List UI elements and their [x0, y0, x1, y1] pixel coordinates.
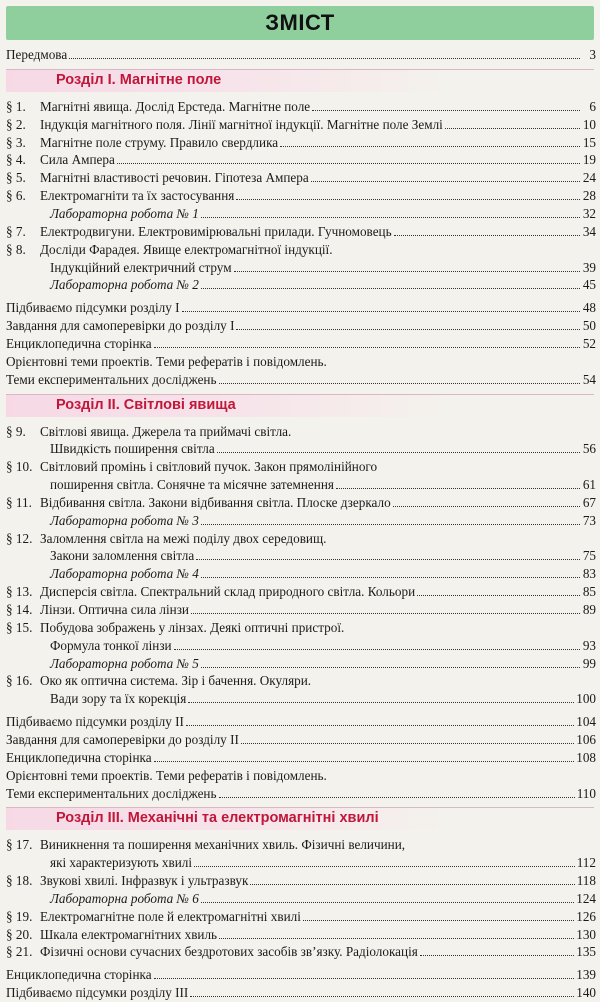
toc-entry[interactable]: [6, 619, 596, 637]
entry-title: Лабораторна робота № 3: [50, 512, 199, 528]
toc-entry-continuation[interactable]: [6, 440, 596, 458]
dot-leader: [201, 512, 580, 525]
toc-entry[interactable]: [6, 926, 596, 944]
entry-title: Лабораторна робота № 1: [50, 205, 199, 221]
section-heading-2[interactable]: [6, 394, 594, 417]
toc-entry[interactable]: [6, 169, 596, 187]
toc-entry-summary[interactable]: [6, 713, 596, 731]
dot-leader: [182, 299, 581, 312]
entry-title: Передмова: [6, 47, 68, 62]
entry-title: Магнітне поле струму. Правило свердлика: [40, 134, 279, 150]
dot-leader: [69, 46, 580, 59]
toc-entry[interactable]: [6, 494, 596, 512]
section-number: § 7.: [6, 223, 26, 239]
page-number: 52: [582, 335, 596, 351]
entry-body: [6, 713, 596, 731]
entry-body: [50, 440, 596, 458]
page-number: 104: [576, 714, 596, 730]
entry-title: Око як оптична система. Зір і бачення. Окуляри.: [40, 673, 312, 689]
section-number: § 21.: [6, 944, 33, 960]
section-number: § 12.: [6, 530, 33, 546]
toc-entry[interactable]: [6, 872, 596, 890]
section-heading-text: Розділ ІІ. Світлові явища: [56, 396, 236, 413]
entry-title: Теми експериментальних досліджень: [6, 371, 217, 387]
entry-title: Лабораторна робота № 6: [50, 890, 199, 906]
page-number: 75: [582, 548, 596, 564]
toc-entry[interactable]: [6, 187, 596, 205]
lab-work-entry[interactable]: [6, 205, 596, 223]
entry-body: [40, 169, 596, 187]
entry-body: [6, 335, 596, 353]
entry-title: Орієнтовні теми проектів. Теми рефератів і повідомлень.: [6, 353, 327, 369]
page-number: 108: [576, 749, 596, 765]
page-number: 112: [576, 855, 596, 871]
section-number: § 13.: [6, 584, 33, 600]
entry-body: [40, 530, 596, 548]
entry-body: [6, 353, 596, 371]
entry-body: [50, 854, 596, 872]
entry-body: [40, 98, 596, 116]
entry-body: [40, 134, 596, 152]
dot-leader: [303, 908, 574, 921]
entry-title: Закони заломлення світла: [50, 548, 195, 564]
entry-body: [50, 512, 596, 530]
entry-body: [6, 749, 596, 767]
entry-title: Досліди Фарадея. Явище електромагнітної індукції.: [40, 241, 333, 257]
page-number: 99: [582, 655, 596, 671]
entry-title: Світлові явища. Джерела та приймачі світла.: [40, 423, 292, 439]
section-number: § 20.: [6, 926, 33, 942]
entry-body: [40, 116, 596, 134]
section-number: § 16.: [6, 673, 33, 689]
toc-entry[interactable]: [6, 583, 596, 601]
dot-leader: [188, 690, 574, 703]
entry-body: [40, 943, 596, 961]
dot-leader: [280, 134, 580, 147]
entry-title: Теми експериментальних досліджень: [6, 785, 217, 801]
toc-entry[interactable]: [6, 601, 596, 619]
dot-leader: [250, 872, 574, 885]
toc-entry[interactable]: [6, 530, 596, 548]
dot-leader: [201, 655, 580, 668]
page-number: 19: [582, 152, 596, 168]
section-number: § 2.: [6, 116, 26, 132]
page-number: 28: [582, 188, 596, 204]
page-number: 89: [582, 602, 596, 617]
dot-leader: [201, 205, 580, 218]
entry-title: Індукція магнітного поля. Лінії магнітної індукції. Магнітне поле Землі: [40, 116, 443, 132]
entry-title: які характеризують хвилі: [50, 855, 193, 871]
entry-body: [50, 637, 596, 655]
dot-leader: [394, 223, 580, 236]
page-number: 139: [576, 967, 596, 983]
entry-title: Орієнтовні теми проектів. Теми рефератів і повідомлень.: [6, 767, 327, 783]
title-banner: [6, 6, 594, 40]
dot-leader: [117, 151, 580, 164]
toc-entry[interactable]: [6, 908, 596, 926]
toc-entry[interactable]: [6, 116, 596, 134]
toc-entry-summary[interactable]: [6, 335, 596, 353]
page-number: 24: [582, 170, 596, 186]
entry-title: Швидкість поширення світла: [50, 441, 215, 457]
dot-leader: [311, 169, 580, 182]
dot-leader: [336, 476, 580, 489]
entry-title: Фізичні основи сучасних бездротових засобів зв’язку. Радіолокація: [40, 944, 418, 960]
entry-title: Енциклопедична сторінка: [6, 335, 152, 351]
dot-leader: [241, 731, 574, 744]
toc-entry[interactable]: [6, 151, 596, 169]
toc-entry-summary[interactable]: [6, 299, 596, 317]
page-number: 73: [582, 512, 596, 528]
toc-entry-summary[interactable]: [6, 317, 596, 335]
toc-entry-continuation[interactable]: [6, 259, 596, 277]
page-number: 45: [582, 277, 596, 293]
section-heading-text: Розділ І. Магнітне поле: [56, 71, 222, 88]
page-number: 15: [582, 134, 596, 150]
page-title: ЗМІСТ: [265, 10, 335, 35]
entry-body: [40, 926, 596, 944]
section-number: § 17.: [6, 837, 33, 853]
page-number: 34: [582, 223, 596, 239]
toc-entry[interactable]: [6, 241, 596, 259]
entry-title: Магнітні властивості речовин. Гіпотеза Ампера: [40, 170, 309, 186]
dot-leader: [196, 547, 580, 560]
entry-title: Електромагнітне поле й електромагнітні хвилі: [40, 908, 301, 924]
page-number: 130: [576, 926, 596, 942]
dot-leader: [174, 637, 580, 650]
entry-body: [40, 241, 596, 259]
section-number: § 3.: [6, 134, 26, 150]
entry-title: Підбиваємо підсумки розділу ІІ: [6, 714, 184, 730]
dot-leader: [234, 259, 580, 272]
toc-entry-intro[interactable]: [6, 46, 596, 64]
entry-body: [6, 371, 596, 389]
entry-title: Заломлення світла на межі поділу двох середовищ.: [40, 530, 327, 546]
dot-leader: [201, 276, 580, 289]
entry-title: Лабораторна робота № 5: [50, 655, 199, 671]
section-number: § 14.: [6, 602, 33, 617]
entry-body: [40, 601, 596, 619]
entry-title: Енциклопедична сторінка: [6, 967, 152, 983]
entry-body: [50, 476, 596, 494]
page-number: 106: [576, 731, 596, 747]
lab-work-entry[interactable]: [6, 890, 596, 908]
dot-leader: [236, 187, 580, 200]
page-number: 67: [582, 494, 596, 510]
toc-entry[interactable]: [6, 223, 596, 241]
entry-title: поширення світла. Сонячне та місячне затемнення: [50, 477, 334, 492]
entry-body: [40, 187, 596, 205]
entry-title: Електродвигуни. Електровимірювальні прилади. Гучномовець: [40, 223, 392, 239]
entry-body: [6, 46, 596, 64]
entry-title: Завдання для самоперевірки до розділу І: [6, 318, 235, 334]
entry-body: [40, 583, 596, 601]
toc-entry[interactable]: [6, 98, 596, 116]
entry-title: Магнітні явища. Дослід Ерстеда. Магнітне поле: [40, 98, 311, 114]
entry-body: [40, 872, 596, 890]
page-number: 39: [582, 259, 596, 275]
dot-leader: [186, 713, 574, 726]
section-heading-1[interactable]: [6, 69, 594, 92]
section-number: § 4.: [6, 152, 26, 168]
entry-title: Відбивання світла. Закони відбивання світла. Плоске дзеркало: [40, 494, 391, 510]
entry-body: [50, 655, 596, 673]
page-number: 61: [582, 477, 596, 492]
entry-body: [6, 984, 596, 1002]
entry-title: Енциклопедична сторінка: [6, 749, 152, 765]
entry-body: [50, 565, 596, 583]
dot-leader: [236, 317, 580, 330]
page-number: 126: [576, 908, 596, 924]
entry-body: [6, 731, 596, 749]
toc-entry-summary[interactable]: [6, 984, 596, 1002]
entry-body: [6, 785, 596, 803]
lab-work-entry[interactable]: [6, 655, 596, 673]
section-heading-3[interactable]: [6, 807, 594, 830]
entry-title: Світловий промінь і світловий пучок. Закон прямолінійного: [40, 459, 378, 475]
page-number: 54: [582, 371, 596, 387]
page-number: 56: [582, 441, 596, 457]
entry-title: Лабораторна робота № 2: [50, 277, 199, 293]
entry-body: [6, 299, 596, 317]
page-number: 6: [589, 98, 596, 114]
dot-leader: [445, 116, 580, 129]
toc-entry-summary[interactable]: [6, 966, 596, 984]
dot-leader: [417, 583, 580, 596]
entry-title: Виникнення та поширення механічних хвиль. Фізичні величини,: [40, 837, 406, 853]
entry-body: [50, 690, 596, 708]
page-number: 85: [582, 584, 596, 600]
page-number: 3: [589, 47, 596, 62]
toc-entry[interactable]: [6, 134, 596, 152]
entry-title: Вади зору та їх корекція: [50, 691, 187, 707]
entry-title: Побудова зображень у лінзах. Деякі оптичні пристрої.: [40, 619, 345, 635]
entry-title: Шкала електромагнітних хвиль: [40, 926, 218, 942]
entry-body: [50, 259, 596, 277]
toc-entry-summary[interactable]: [6, 767, 596, 785]
section-number: § 18.: [6, 873, 33, 888]
entry-title: Лінзи. Оптична сила лінзи: [40, 602, 189, 617]
section-number: § 19.: [6, 908, 33, 924]
page-number: 83: [582, 566, 596, 582]
page-number: 135: [576, 944, 596, 960]
page-number: 50: [582, 318, 596, 334]
dot-leader: [219, 371, 580, 384]
page-number: 10: [582, 116, 596, 132]
entry-body: [40, 458, 596, 476]
section-number: § 1.: [6, 98, 26, 114]
dot-leader: [201, 890, 574, 903]
entry-title: Сила Ампера: [40, 152, 115, 168]
section-number: § 5.: [6, 170, 26, 186]
page-number: 48: [582, 300, 596, 316]
lab-work-entry[interactable]: [6, 276, 596, 294]
entry-body: [40, 619, 596, 637]
entry-title: Завдання для самоперевірки до розділу ІІ: [6, 731, 239, 747]
dot-leader: [201, 565, 580, 578]
entry-body: [40, 151, 596, 169]
entry-body: [50, 205, 596, 223]
page-number: 32: [582, 205, 596, 221]
entry-title: Лабораторна робота № 4: [50, 566, 199, 582]
lab-work-entry[interactable]: [6, 512, 596, 530]
dot-leader: [191, 601, 580, 614]
entry-body: [6, 317, 596, 335]
entry-title: Індукційний електричний струм: [50, 259, 232, 275]
toc-entry-continuation[interactable]: [6, 690, 596, 708]
dot-leader: [312, 98, 580, 111]
entry-body: [6, 767, 596, 785]
section-heading-text: Розділ ІІІ. Механічні та електромагнітні хвилі: [56, 810, 379, 827]
toc-entry[interactable]: [6, 836, 596, 854]
entry-body: [40, 908, 596, 926]
entry-title: Електромагніти та їх застосування: [40, 188, 235, 204]
page-number: 124: [576, 890, 596, 906]
entry-body: [40, 423, 596, 441]
entry-title: Дисперсія світла. Спектральний склад природного світла. Кольори: [40, 584, 416, 600]
entry-body: [40, 672, 596, 690]
page-number: 140: [576, 985, 596, 1001]
toc-entry-summary[interactable]: [6, 731, 596, 749]
dot-leader: [393, 494, 580, 507]
page-number: 100: [576, 691, 596, 707]
section-number: § 8.: [6, 241, 26, 257]
entry-body: [50, 547, 596, 565]
toc-entry-continuation[interactable]: [6, 476, 596, 494]
entry-body: [6, 966, 596, 984]
entry-body: [40, 494, 596, 512]
toc-entry-continuation[interactable]: [6, 547, 596, 565]
entry-body: [40, 836, 596, 854]
dot-leader: [154, 749, 575, 762]
section-number: § 9.: [6, 423, 26, 439]
section-number: § 6.: [6, 188, 26, 204]
page-number: 93: [582, 637, 596, 653]
toc-entry-summary[interactable]: [6, 371, 596, 389]
toc-entry[interactable]: [6, 458, 596, 476]
dot-leader: [217, 440, 580, 453]
dot-leader: [219, 926, 574, 939]
page-number: 110: [576, 785, 596, 801]
toc-entry-continuation[interactable]: [6, 854, 596, 872]
toc-entry-summary[interactable]: [6, 749, 596, 767]
page-number: 118: [576, 873, 596, 888]
dot-leader: [219, 785, 575, 798]
dot-leader: [194, 854, 575, 867]
toc-entry[interactable]: [6, 672, 596, 690]
dot-leader: [190, 984, 574, 997]
section-number: § 15.: [6, 619, 33, 635]
toc-entry-summary[interactable]: [6, 353, 596, 371]
section-number: § 10.: [6, 459, 33, 475]
toc-entry[interactable]: [6, 423, 596, 441]
toc-entry[interactable]: [6, 943, 596, 961]
entry-body: [50, 890, 596, 908]
lab-work-entry[interactable]: [6, 565, 596, 583]
entry-title: Звукові хвилі. Інфразвук і ультразвук: [40, 873, 249, 888]
dot-leader: [154, 966, 575, 979]
dot-leader: [420, 943, 574, 956]
entry-body: [40, 223, 596, 241]
entry-title: Формула тонкої лінзи: [50, 637, 172, 653]
toc-entry-summary[interactable]: [6, 785, 596, 803]
entry-body: [50, 276, 596, 294]
toc-entry-continuation[interactable]: [6, 637, 596, 655]
dot-leader: [154, 335, 580, 348]
entry-title: Підбиваємо підсумки розділу ІІІ: [6, 985, 189, 1001]
entry-title: Підбиваємо підсумки розділу І: [6, 300, 180, 316]
section-number: § 11.: [6, 494, 32, 510]
